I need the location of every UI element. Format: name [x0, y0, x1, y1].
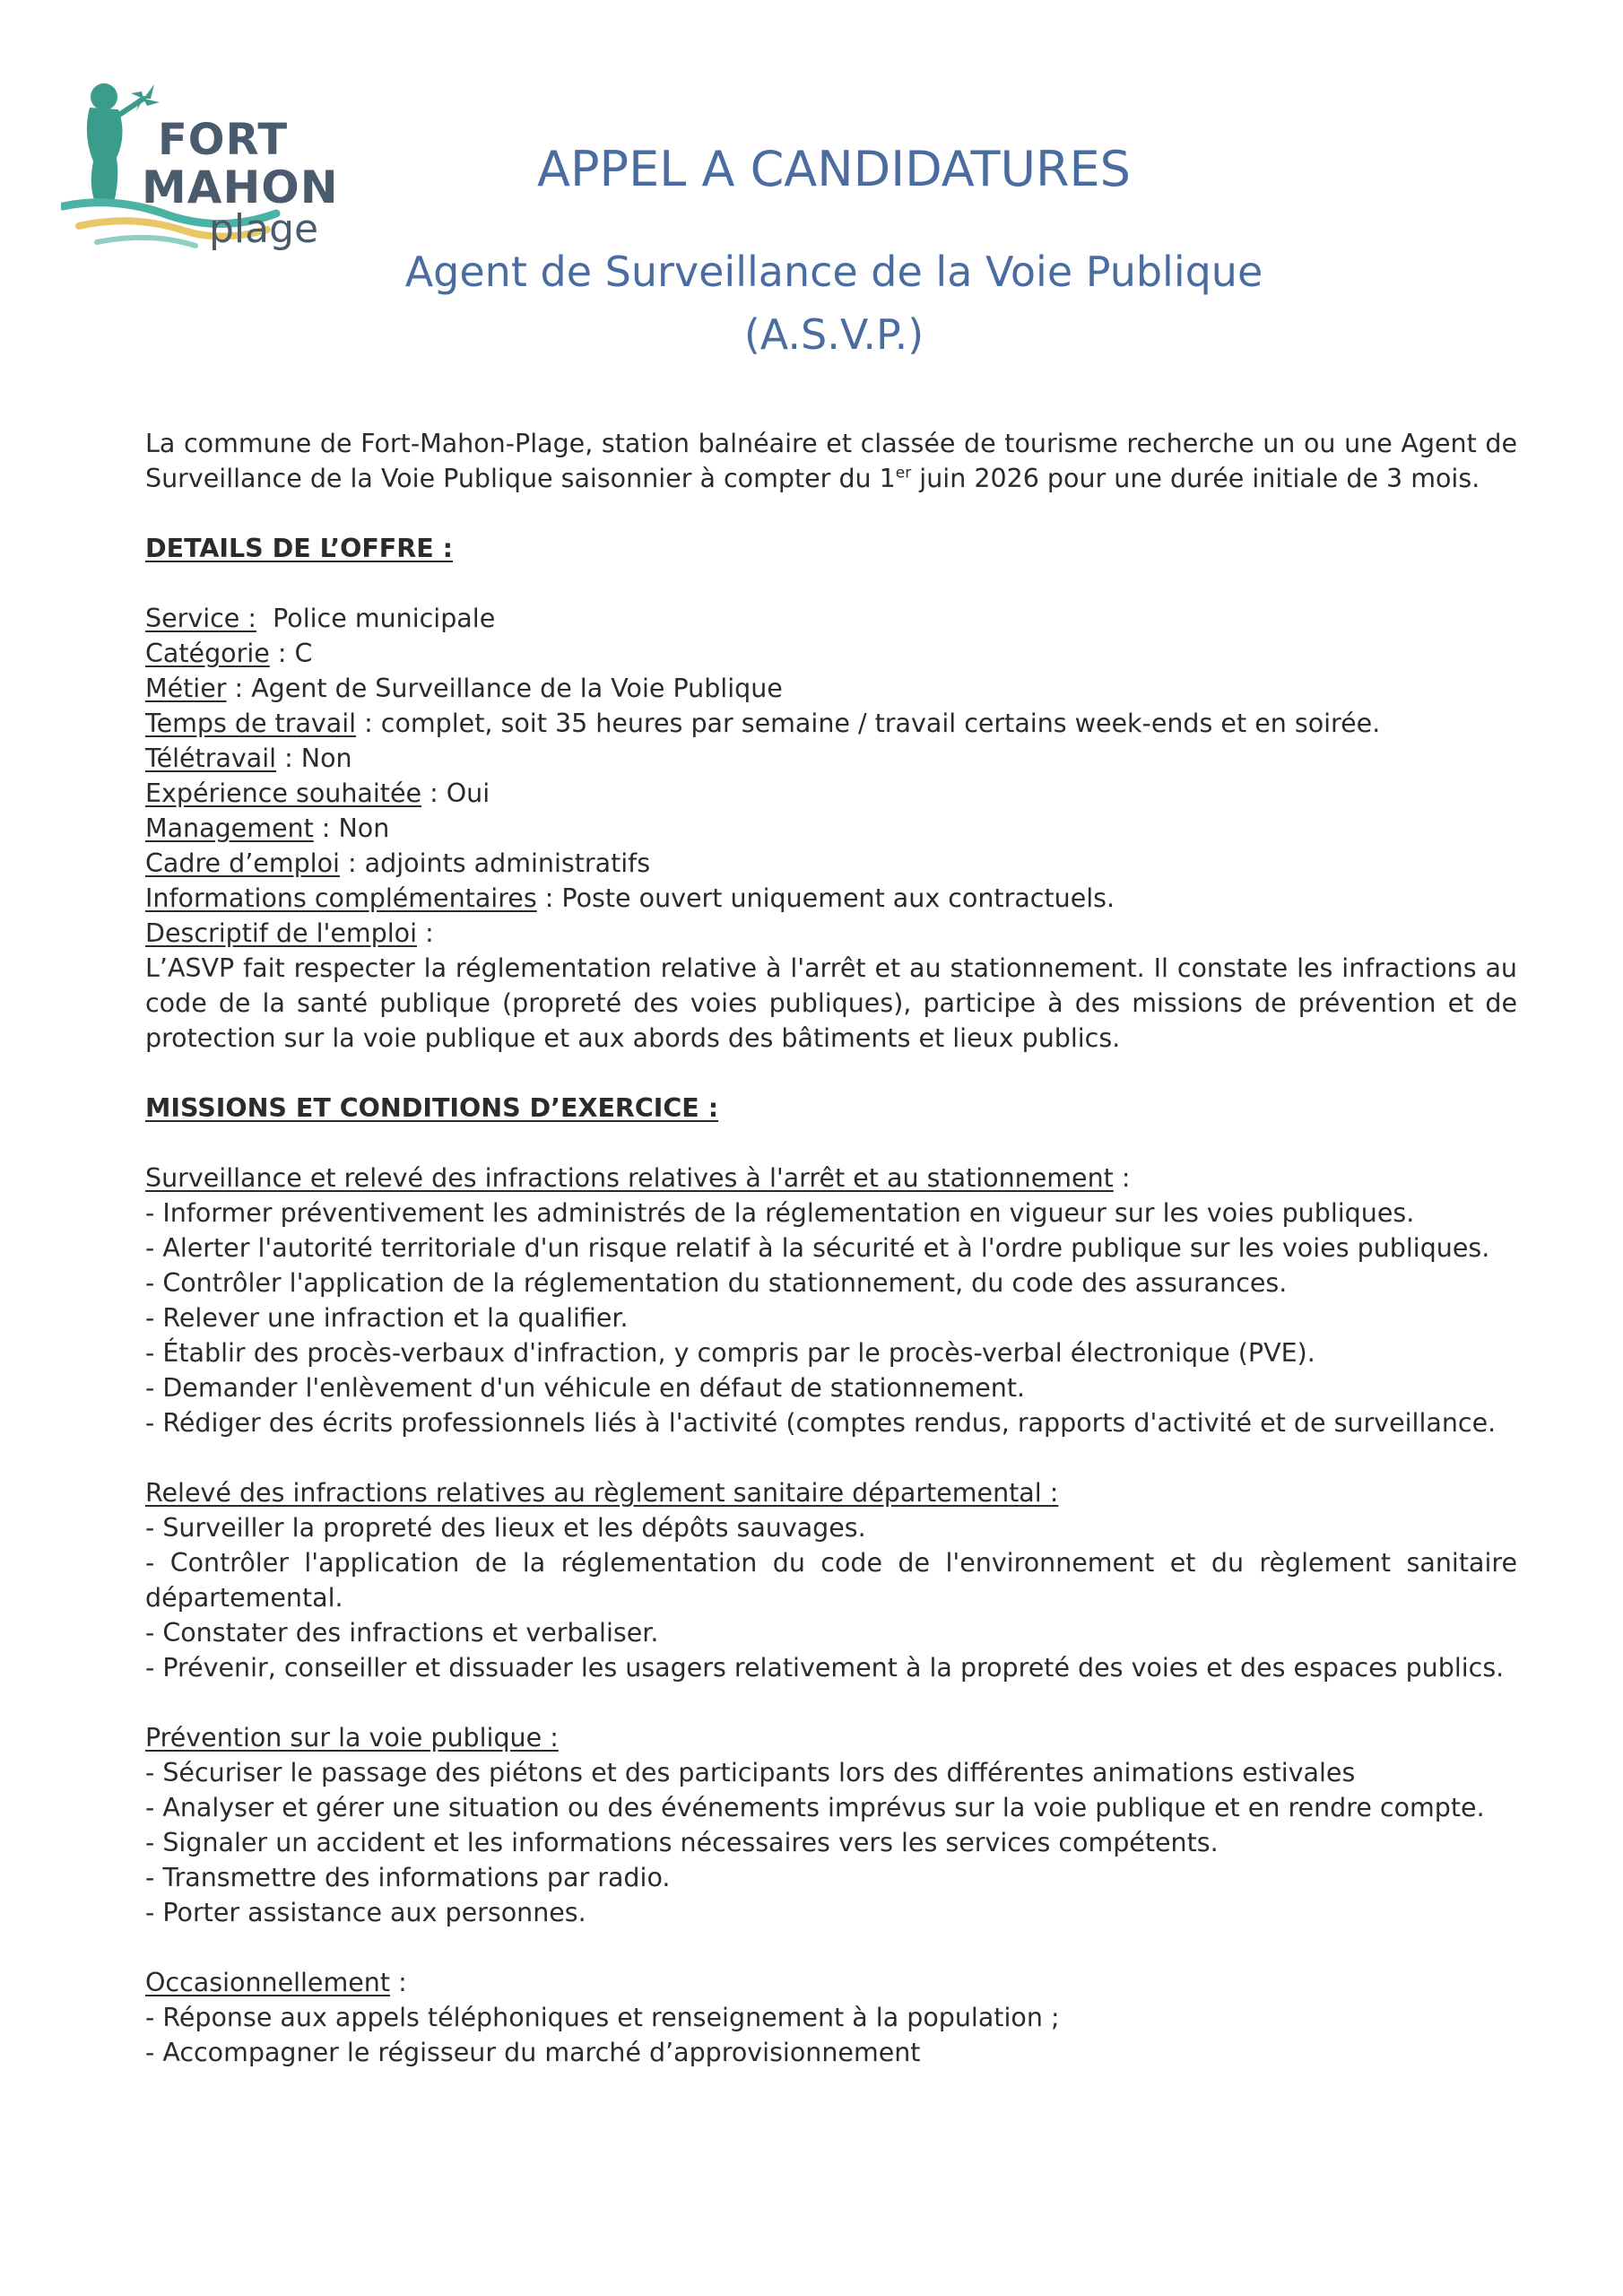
list-item: - Réponse aux appels téléphoniques et renseignement à la population ;	[145, 2003, 1060, 2032]
list-item: - Établir des procès-verbaux d'infraction, y compris par le procès-verbal électronique (PVE).	[145, 1338, 1315, 1368]
detail-label: Descriptif de l'emploi	[145, 918, 418, 948]
section-title	[145, 1475, 1517, 1510]
list-item: - Informer préventivement les administrés de la réglementation en vigueur sur les voies publiques.	[145, 1198, 1415, 1228]
list-item: - Contrôler l'application de la réglementation du stationnement, du code des assurances.	[145, 1268, 1288, 1298]
section-title-text: Occasionnellement	[145, 1968, 391, 1997]
job-acronym: (A.S.V.P.)	[743, 310, 924, 359]
detail-value: : Non	[276, 744, 352, 773]
list-item: - Contrôler l'application de la réglementation du code de l'environnement et du règlement sanitaire départemental.	[145, 1548, 1517, 1613]
detail-value: : complet, soit 35 heures par semaine / travail certains week-ends et en soirée.	[356, 709, 1381, 738]
section-title	[145, 1720, 1517, 1755]
list-item: - Accompagner le régisseur du marché d’approvisionnement	[145, 2038, 921, 2067]
list-item: - Analyser et gérer une situation ou des événements imprévus sur la voie publique et en rendre compte.	[145, 1793, 1485, 1822]
list-item: - Demander l'enlèvement d'un véhicule en défaut de stationnement.	[145, 1373, 1026, 1403]
list-item: - Alerter l'autorité territoriale d'un risque relatif à la sécurité et à l'ordre publique sur les voies publiques.	[145, 1233, 1490, 1263]
missions-heading: MISSIONS ET CONDITIONS D’EXERCICE :	[145, 1093, 719, 1123]
intro-paragraph	[145, 426, 1517, 496]
detail-field	[145, 601, 1517, 636]
detail-value: : adjoints administratifs	[339, 848, 651, 878]
section-title-suffix: :	[390, 1968, 407, 1997]
list-item: - Sécuriser le passage des piétons et des participants lors des différentes animations estivales	[145, 1758, 1356, 1787]
list-item: - Relever une infraction et la qualifier.	[145, 1303, 629, 1333]
detail-label: Expérience souhaitée	[145, 778, 422, 808]
detail-field	[145, 776, 1517, 811]
detail-label: Catégorie	[145, 639, 270, 668]
section-title	[145, 1965, 1517, 2000]
fort-mahon-plage-logo	[61, 72, 348, 265]
section-title-text: Relevé des infractions relatives au règlement sanitaire départemental :	[145, 1478, 1059, 1508]
detail-value: : Poste ouvert uniquement aux contractuels.	[536, 883, 1115, 913]
detail-field	[145, 916, 1517, 951]
section-title-text: Surveillance et relevé des infractions relatives à l'arrêt et au stationnement	[145, 1163, 1114, 1193]
detail-value: :	[417, 918, 434, 948]
logo-text-fort: FORT	[158, 115, 289, 165]
detail-field	[145, 671, 1517, 706]
mission-section-prevention	[145, 1720, 1517, 1930]
detail-value: : Non	[313, 813, 390, 843]
mission-section-sanitary	[145, 1475, 1517, 1685]
intro-superscript: er	[895, 464, 912, 483]
detail-value: : C	[269, 639, 313, 668]
detail-field	[145, 811, 1517, 846]
detail-label: Informations complémentaires	[145, 883, 537, 913]
detail-field	[145, 706, 1517, 741]
page-title: APPEL A CANDIDATURES	[537, 141, 1131, 197]
list-item: - Constater des infractions et verbaliser.	[145, 1618, 659, 1648]
detail-field	[145, 741, 1517, 776]
logo-text-mahon: MAHON	[142, 161, 339, 213]
list-item: - Surveiller la propreté des lieux et les dépôts sauvages.	[145, 1513, 866, 1543]
job-description: L’ASVP fait respecter la réglementation relative à l'arrêt et au stationnement. Il constate les infractions au code de la santé publique (propreté des voies publiques), participe à des missions de prévention et de protection sur la voie publique et aux abords des bâtiments et lieux publics.	[145, 953, 1517, 1053]
detail-label: Temps de travail	[145, 709, 357, 738]
details-heading: DETAILS DE L’OFFRE :	[145, 534, 454, 563]
mission-section-occasional	[145, 1965, 1517, 2070]
detail-value: : Oui	[421, 778, 490, 808]
detail-field	[145, 881, 1517, 916]
list-item: - Porter assistance aux personnes.	[145, 1898, 586, 1927]
list-item: - Transmettre des informations par radio.	[145, 1863, 671, 1892]
detail-field	[145, 636, 1517, 671]
details-list	[145, 601, 1517, 1056]
detail-label: Métier	[145, 674, 227, 703]
detail-value: Police municipale	[256, 604, 496, 633]
mission-section-parking	[145, 1161, 1517, 1440]
intro-text-start: La commune de Fort-Mahon-Plage, station balnéaire et classée de tourisme recherche un ou une Agent de Surveillance de la Voie Publique saisonnier à compter du 1	[145, 429, 1517, 493]
detail-field	[145, 846, 1517, 881]
list-item: - Prévenir, conseiller et dissuader les usagers relativement à la propreté des voies et des espaces publics.	[145, 1653, 1505, 1683]
document-body	[145, 426, 1517, 2070]
job-title: Agent de Surveillance de la Voie Publique	[404, 248, 1263, 296]
section-title	[145, 1161, 1517, 1196]
detail-label: Cadre d’emploi	[145, 848, 340, 878]
section-title-text: Prévention sur la voie publique :	[145, 1723, 559, 1752]
detail-label: Service :	[145, 604, 256, 633]
intro-text-end: juin 2026 pour une durée initiale de 3 mois.	[911, 464, 1480, 493]
list-item: - Rédiger des écrits professionnels liés à l'activité (comptes rendus, rapports d'activité et de surveillance.	[145, 1408, 1497, 1438]
list-item: - Signaler un accident et les informations nécessaires vers les services compétents.	[145, 1828, 1219, 1857]
detail-label: Télétravail	[145, 744, 277, 773]
section-title-suffix: :	[1113, 1163, 1131, 1193]
detail-label: Management	[145, 813, 314, 843]
detail-value: : Agent de Surveillance de la Voie Publique	[226, 674, 783, 703]
logo-text-plage: plage	[209, 206, 319, 252]
